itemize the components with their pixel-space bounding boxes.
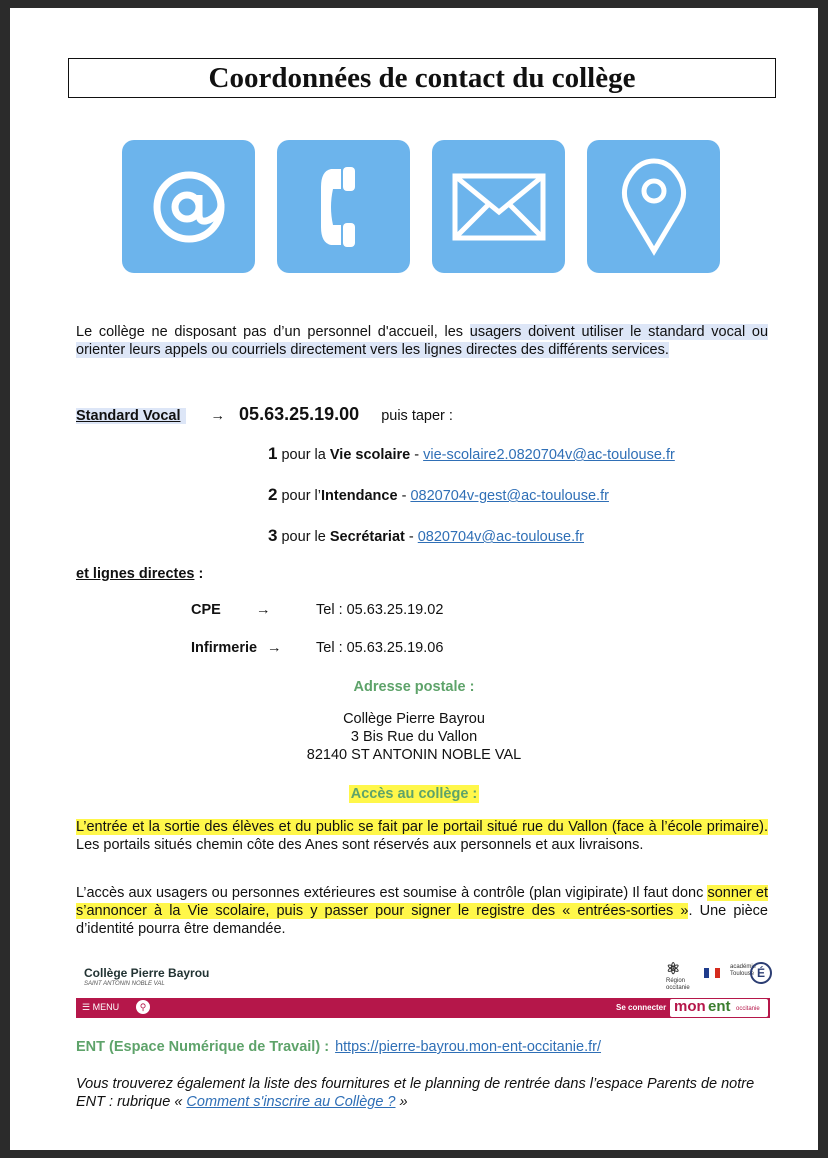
ent-school-subtitle: SAINT ANTONIN NOBLE VAL [84, 981, 165, 987]
at-icon [144, 162, 234, 252]
footer-end: » [395, 1094, 408, 1110]
access-p2-highlight: sonner et s’annoncer à la Vie scolaire, puis y passer pour signer le registre des « entrées-sorties » [76, 885, 768, 919]
address-line3: 82140 ST ANTONIN NOBLE VAL [306, 747, 522, 763]
option-sep: - [397, 488, 411, 504]
direct-heading-colon: : [194, 566, 204, 582]
access-p1-rest: Les portails situés chemin côte des Anes sont réservés aux personnels et aux livraisons. [76, 837, 644, 853]
mon-ent-logo [670, 999, 768, 1017]
search-icon[interactable]: ⚲ [136, 1000, 150, 1014]
title-box [68, 58, 776, 98]
menu-label: MENU [92, 1002, 120, 1012]
option-service: Vie scolaire [329, 447, 411, 463]
standard-arrow: → [210, 408, 226, 424]
region-text: Région occitanie [666, 978, 690, 991]
ent-nav-bar [76, 998, 770, 1018]
option-prefix: pour l’ [277, 488, 321, 504]
ent-banner [76, 960, 770, 1020]
academie-logo-icon: É [750, 962, 772, 984]
page-title: Coordonnées de contact du collège [208, 62, 636, 94]
option-2 [268, 485, 609, 505]
document-page [10, 8, 818, 1150]
address-line1: Collège Pierre Bayrou [343, 711, 485, 727]
phone-tile [277, 140, 410, 273]
intendance-email-link[interactable]: 0820704v-gest@ac-toulouse.fr [410, 488, 609, 504]
option-sep: - [410, 447, 424, 463]
menu-button[interactable] [82, 1002, 119, 1013]
option-number: 3 [268, 526, 278, 545]
region-logo [666, 962, 694, 992]
footer-text: Vous trouverez également la liste des fournitures et le planning de rentrée dans l’espace Parents de notre ENT : rubrique « [76, 1076, 755, 1110]
logo-ent: ent [708, 998, 731, 1015]
address-line2: 3 Bis Rue du Vallon [350, 729, 478, 745]
ent-school-name: Collège Pierre Bayrou [84, 966, 210, 980]
cpe-line [191, 602, 221, 618]
option-number: 2 [268, 485, 278, 504]
option-number: 1 [268, 444, 278, 463]
access-p2-end: . Une pièce d’identité pourra être demandée. [76, 903, 768, 937]
address-tile [587, 140, 720, 273]
intro-text: Le collège ne disposant pas d’un personnel d'accueil, les [76, 324, 470, 340]
address-block [10, 710, 818, 764]
envelope-icon [451, 172, 547, 242]
cpe-label: CPE [191, 602, 221, 618]
french-flag-icon [704, 968, 720, 978]
logo-region: occitanie [736, 1006, 760, 1012]
cpe-arrow: → [256, 602, 271, 618]
infirmerie-label: Infirmerie [191, 640, 258, 656]
option-service: Intendance [321, 488, 398, 504]
option-sep: - [404, 529, 418, 545]
region-glyph-icon: ⚛ [666, 961, 681, 978]
hamburger-icon: ☰ [82, 1002, 91, 1012]
email-tile [122, 140, 255, 273]
vie-scolaire-email-link[interactable]: vie-scolaire2.0820704v@ac-toulouse.fr [423, 447, 675, 463]
access-heading-wrap [10, 786, 818, 802]
academie-text: académie Toulouse [730, 964, 757, 977]
access-heading: Accès au collège : [350, 786, 478, 802]
option-3 [268, 526, 584, 546]
intro-highlight: usagers doivent utiliser le standard vocal ou orienter leurs appels ou courriels directement vers les lignes directes des différents services. [76, 324, 769, 358]
option-prefix: pour la [277, 447, 330, 463]
secretariat-email-link[interactable]: 0820704v@ac-toulouse.fr [417, 529, 585, 545]
standard-label: Standard Vocal [76, 408, 186, 424]
address-heading: Adresse postale : [353, 679, 475, 695]
standard-then: puis taper : [381, 408, 453, 424]
access-paragraph-2 [76, 884, 768, 938]
access-paragraph-1 [76, 818, 768, 854]
ent-line [76, 1039, 601, 1055]
option-prefix: pour le [277, 529, 330, 545]
infirmerie-arrow: → [267, 640, 282, 656]
standard-line [76, 404, 453, 425]
footer-paragraph [76, 1075, 768, 1111]
ent-label: ENT (Espace Numérique de Travail) : [76, 1039, 330, 1055]
ent-url-link[interactable]: https://pierre-bayrou.mon-ent-occitanie.fr/ [335, 1039, 602, 1055]
access-p2-start: L’accès aux usagers ou personnes extérieures est soumise à contrôle (plan vigipirate) Il faut donc [76, 885, 708, 901]
option-service: Secrétariat [329, 529, 405, 545]
infirmerie-tel: Tel : 05.63.25.19.06 [316, 640, 444, 656]
direct-heading-text: et lignes directes [76, 566, 195, 582]
login-link[interactable]: Se connecter [616, 1003, 667, 1012]
access-p1-highlight: L’entrée et la sortie des élèves et du public se fait par le portail situé rue du Vallon (face à l’école primaire). [76, 819, 768, 835]
cpe-tel: Tel : 05.63.25.19.02 [316, 602, 444, 618]
location-pin-icon [619, 157, 689, 257]
phone-icon [309, 157, 379, 257]
inscription-link[interactable]: Comment s'inscrire au Collège ? [186, 1094, 396, 1110]
infirmerie-line [191, 640, 257, 656]
logo-mon: mon [674, 998, 706, 1015]
mail-tile [432, 140, 565, 273]
option-1 [268, 444, 675, 464]
direct-heading [76, 566, 203, 582]
standard-number: 05.63.25.19.00 [239, 404, 360, 424]
intro-paragraph [76, 323, 768, 359]
